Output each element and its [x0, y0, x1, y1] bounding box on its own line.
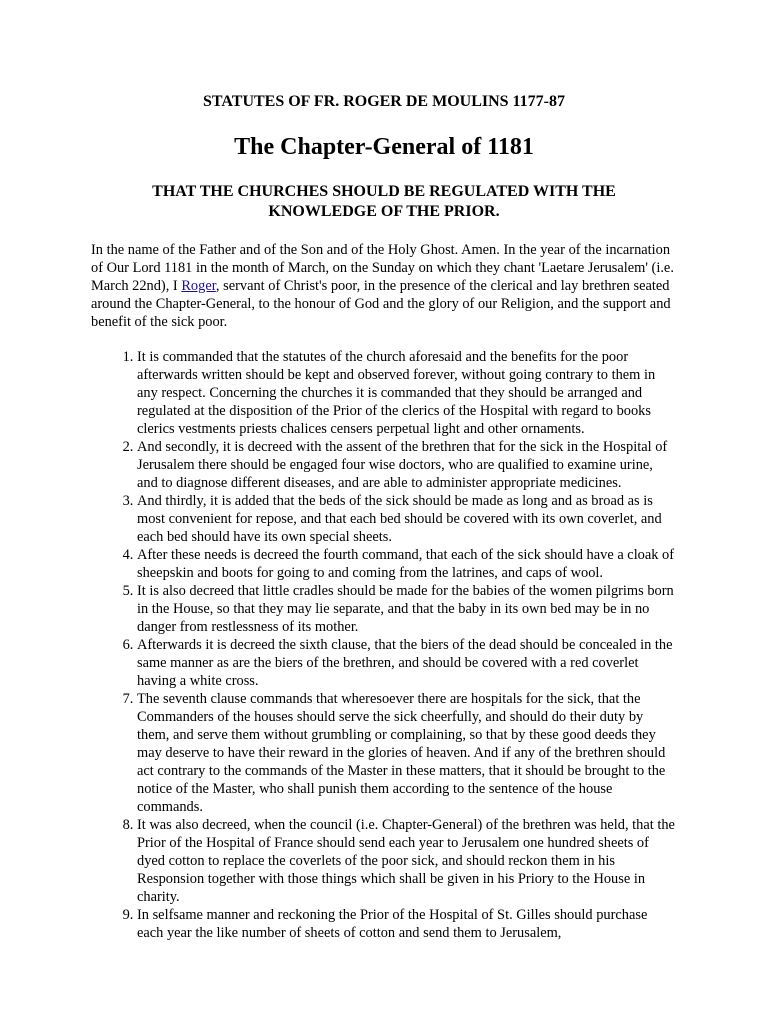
list-item: 1. It is commanded that the statutes of the church aforesaid and the benefits for the poor afterwards written should be kept and observed forever, without going contrary to them in any respect. Concerning the churches it is commanded that they should be arranged and regulated at the disposition of the Prior of the clerics of the Hospital with regard to books clerics vestments priests chalices censers perpetual light and other ornaments. — [137, 348, 677, 438]
intro-text-after-link: , servant of Christ's poor, in the presence of the clerical and lay brethren seated around the Chapter-General, to the honour of God and the glory of our Religion, and the support and benefit of the sick poor. — [91, 278, 671, 330]
section-heading: THAT THE CHURCHES SHOULD BE REGULATED WITH THE KNOWLEDGE OF THE PRIOR. — [152, 183, 616, 220]
list-item: 5. It is also decreed that little cradles should be made for the babies of the women pilgrims born in the House, so that they may lie separate, and that the baby in its own bed may be in no danger from restlessness of its mother. — [137, 582, 677, 636]
statutes-list — [91, 348, 677, 942]
intro-paragraph — [91, 241, 677, 331]
list-item: 9. In selfsame manner and reckoning the Prior of the Hospital of St. Gilles should purchase each year the like number of sheets of cotton and send them to Jerusalem, — [137, 906, 677, 942]
roger-link[interactable]: Roger — [181, 278, 216, 294]
list-item: 7. The seventh clause commands that wheresoever there are hospitals for the sick, that the Commanders of the houses should serve the sick cheerfully, and should do their duty by them, and serve them without grumbling or complaining, so that by these good deeds they may deserve to have their reward in the glories of heaven. And if any of the brethren should act contrary to the commands of the Master in these matters, that it should be brought to the notice of the Master, who shall punish them according to the sentence of the house commands. — [137, 690, 677, 816]
intro-text-before-link: In the name of the Father and of the Son and of the Holy Ghost. Amen. In the year of the incarnation of Our Lord 1181 in the month of March, on the Sunday on which they chant 'Laetare Jerusalem' (i.e. March 22nd), I — [91, 242, 674, 294]
page-title: The Chapter-General of 1181 — [234, 134, 534, 160]
list-item: 4. After these needs is decreed the fourth command, that each of the sick should have a cloak of sheepskin and boots for going to and coming from the latrines, and caps of wool. — [137, 546, 677, 582]
list-item: 2. And secondly, it is decreed with the assent of the brethren that for the sick in the Hospital of Jerusalem there should be engaged four wise doctors, who are qualified to examine urine, and to diagnose different diseases, and are able to administer appropriate medicines. — [137, 438, 677, 492]
series-heading: STATUTES OF FR. ROGER DE MOULINS 1177-87 — [203, 93, 565, 110]
list-item: 3. And thirdly, it is added that the beds of the sick should be made as long and as broad as is most convenient for repose, and that each bed should be covered with its own coverlet, and each bed should have its own special sheets. — [137, 492, 677, 546]
list-item: 8. It was also decreed, when the council (i.e. Chapter-General) of the brethren was held, that the Prior of the Hospital of France should send each year to Jerusalem one hundred sheets of dyed cotton to replace the coverlets of the poor sick, and should reckon them in his Responsion together with those things which shall be given in his Priory to the House in charity. — [137, 816, 677, 906]
list-item: 6. Afterwards it is decreed the sixth clause, that the biers of the dead should be concealed in the same manner as are the biers of the brethren, and should be covered with a red coverlet having a white cross. — [137, 636, 677, 690]
